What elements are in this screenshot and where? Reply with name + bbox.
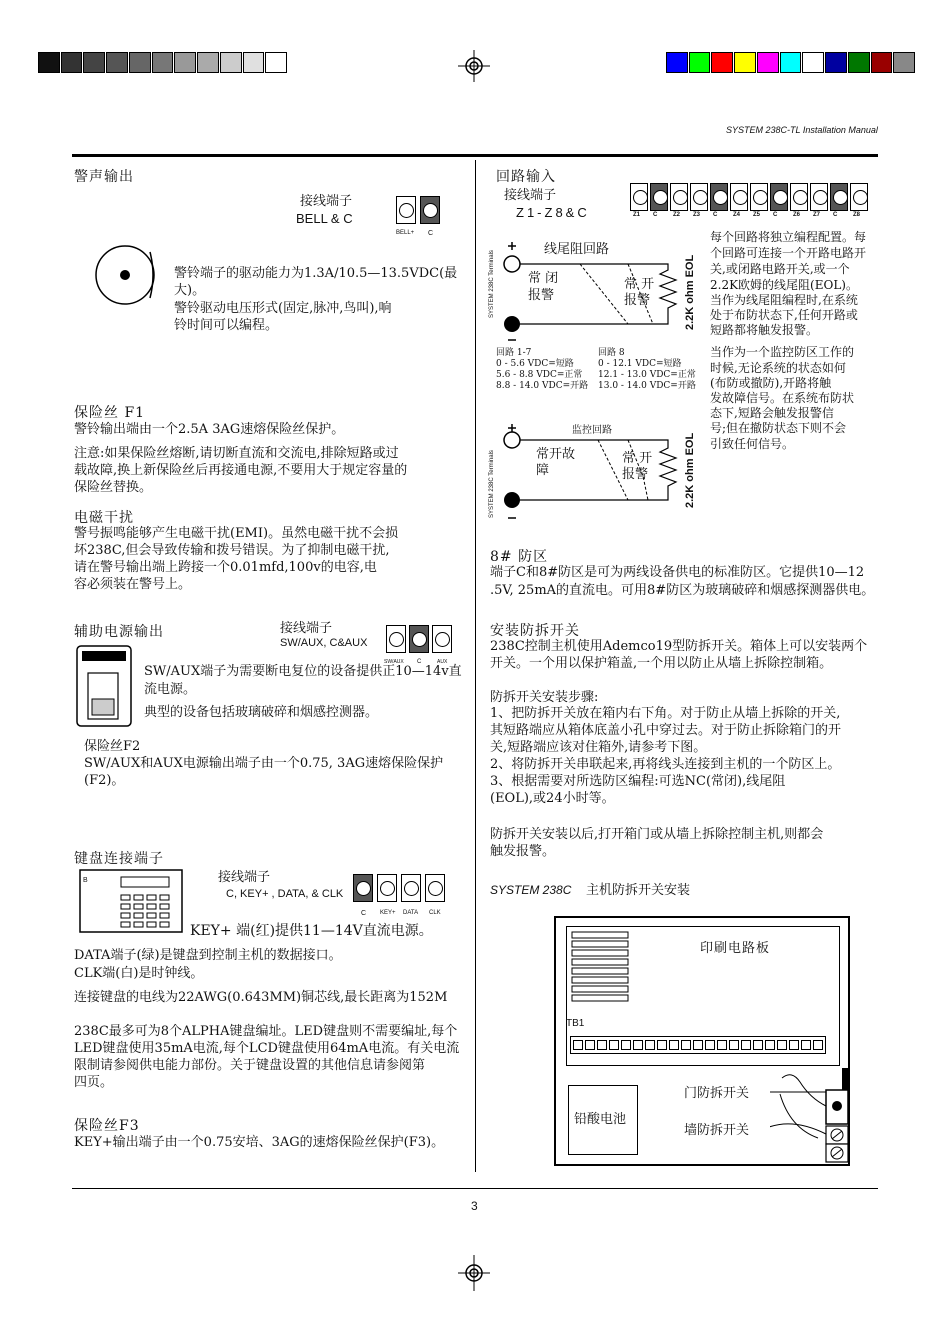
keypad-para-4: 四页。 xyxy=(74,1075,114,1090)
zone-table-right-0: 回路 8 xyxy=(598,348,625,358)
monitored-loop-title: 监控回路 xyxy=(572,425,612,436)
registration-mark-icon xyxy=(458,50,490,82)
zone-terminal-label: Z7 xyxy=(813,212,821,218)
zone-table-left-3: 8.8 - 14.0 VDC=开路 xyxy=(496,381,589,391)
keypad-para-3: 限制请参阅供电能力部份。关于键盘设置的其他信息请参阅第 xyxy=(74,1058,426,1073)
zone-desc1-1: 个回路可连接一个开路电路开 xyxy=(710,246,867,260)
aux-heading: 辅助电源输出 xyxy=(74,624,164,640)
color-swatch xyxy=(666,52,688,73)
keypad-term-label-key: KEY+ xyxy=(380,910,396,916)
emi-line-1: 警号振鸣能够产生电磁干扰(EMI)。虽然电磁干扰不会损 xyxy=(74,526,399,541)
bell-text-3: 警铃驱动电压形式(固定,脉冲,鸟叫),响 xyxy=(174,301,392,316)
door-switch-label: 门防拆开关 xyxy=(684,1086,750,1101)
manual-title: SYSTEM 238C-TL Installation Manual xyxy=(726,125,878,135)
keypad-c-terminal-screw xyxy=(353,874,373,902)
bell-term-small-label: BELL+ xyxy=(396,230,415,236)
gray-swatch xyxy=(38,52,60,73)
fuse1-heading: 保险丝 F1 xyxy=(74,405,146,421)
tamper-after-2: 触发报警。 xyxy=(490,844,556,859)
keypad-heading: 键盘连接端子 xyxy=(74,851,164,867)
zone-terminal-screw xyxy=(750,183,768,211)
color-swatch xyxy=(689,52,711,73)
eol-loop-title: 线尾阻回路 xyxy=(544,242,610,257)
fuse1-note-1: 注意:如果保险丝熔断,请切断直流和交流电,排除短路或过 xyxy=(74,446,399,461)
tamper-line-1: 238C控制主机使用Ademco19型防拆开关。箱体上可以安装两个 xyxy=(490,639,868,654)
tb1-screw xyxy=(597,1040,607,1050)
tb1-screw xyxy=(573,1040,583,1050)
pcb-connector-pins xyxy=(568,930,630,1010)
tb1-screw xyxy=(669,1040,679,1050)
gray-swatch xyxy=(197,52,219,73)
emi-line-4: 容必须装在警号上。 xyxy=(74,577,192,592)
fuse2-heading: 保险丝F2 xyxy=(84,739,141,754)
zone-desc1-6: 短路都将触发报警。 xyxy=(710,323,819,337)
tb1-screw xyxy=(813,1040,823,1050)
zone-terminal-screw xyxy=(670,183,688,211)
c-terminal-screw xyxy=(420,196,440,224)
gray-swatch xyxy=(265,52,287,73)
monitored-no-label-1: 常 开 xyxy=(622,451,653,466)
gray-swatch xyxy=(106,52,128,73)
fuse1-line: 警铃输出端由一个2.5A 3AG速熔保险丝保护。 xyxy=(74,422,345,437)
gray-swatch xyxy=(174,52,196,73)
zone-desc1-5: 处于布防状态下,任何开路或 xyxy=(710,308,858,322)
gray-swatch xyxy=(152,52,174,73)
sw-aux-terminal-screw xyxy=(386,625,406,653)
header-rule xyxy=(72,154,878,157)
zone-desc2-6: 引致任何信号。 xyxy=(710,437,795,451)
keypad-letter: B xyxy=(83,877,88,884)
zones-heading: 回路输入 xyxy=(496,169,556,185)
zone-table-left-0: 回路 1-7 xyxy=(496,348,532,358)
tamper-heading: 安装防拆开关 xyxy=(490,623,580,639)
sw-aux-small-label: SW/AUX xyxy=(384,659,404,665)
bell-icon xyxy=(92,240,162,310)
tb1-screw xyxy=(681,1040,691,1050)
color-swatch xyxy=(893,52,915,73)
color-swatch xyxy=(711,52,733,73)
keypad-key-terminal-screw xyxy=(377,874,397,902)
zones-terminal-name: Z1-Z8&C xyxy=(516,205,590,220)
zone-terminal-screw xyxy=(830,183,848,211)
zone-desc2-3: 发故障信号。在系统布防状 xyxy=(710,391,855,405)
zone-terminal-screw xyxy=(630,183,648,211)
c-term-small-label: C xyxy=(428,230,434,237)
zone-terminal-label: Z2 xyxy=(673,212,681,218)
tb1-label: TB1 xyxy=(566,1018,585,1029)
fuse1-note-3: 保险丝替换。 xyxy=(74,480,153,495)
aux-c-small-label: C xyxy=(417,659,422,665)
grayscale-bar xyxy=(38,52,288,73)
gray-swatch xyxy=(243,52,265,73)
gray-swatch xyxy=(129,52,151,73)
color-swatch xyxy=(825,52,847,73)
tb1-screw xyxy=(765,1040,775,1050)
zone8-heading: 8# 防区 xyxy=(490,549,549,565)
bell-terminal-name: BELL & C xyxy=(296,211,353,226)
keypad-line-2: CLK端(白)是时钟线。 xyxy=(74,966,204,981)
tb1-terminal-strip xyxy=(570,1036,826,1054)
eol-nc-label-1: 常 闭 xyxy=(528,271,559,286)
bell-terminal-screw xyxy=(396,196,416,224)
fuse3-line: KEY+输出端子由一个0.75安培、3AG的速熔保险丝保护(F3)。 xyxy=(74,1135,445,1150)
zone-terminal-screw xyxy=(810,183,828,211)
tb1-screw xyxy=(585,1040,595,1050)
tb1-screw xyxy=(801,1040,811,1050)
zone-terminal-screw xyxy=(730,183,748,211)
zone-terminal-label: C xyxy=(833,212,838,218)
tamper-switch-icon xyxy=(770,1068,852,1164)
zone-desc2-4: 态下,短路会触发报警信 xyxy=(710,406,834,420)
tb1-screw xyxy=(633,1040,643,1050)
color-swatch xyxy=(848,52,870,73)
tb1-screw xyxy=(789,1040,799,1050)
zone-terminal-label: Z1 xyxy=(633,212,641,218)
eol-resistor-label: 2.2K ohm EOL xyxy=(684,254,696,330)
keypad-terminal-label: 接线端子 xyxy=(218,870,271,885)
emi-line-2: 坏238C,但会导致传输和拨号错误。为了抑制电磁干扰, xyxy=(74,543,390,558)
tb1-screw xyxy=(777,1040,787,1050)
zone-desc2-5: 号;但在撤防状态下则不会 xyxy=(710,421,847,435)
zones-terminal-label: 接线端子 xyxy=(504,188,557,203)
zone-terminal-screw xyxy=(790,183,808,211)
zone-terminal-strip xyxy=(630,183,870,223)
zone-table-right-3: 13.0 - 14.0 VDC=开路 xyxy=(598,381,696,391)
aux-line-2: 流电源。 xyxy=(144,682,197,697)
zone-table-right-2: 12.1 - 13.0 VDC=正常 xyxy=(598,370,696,380)
tamper-step-5: 3、根据需要对所选防区编程:可选NC(常闭),线尾阻 xyxy=(490,774,786,789)
zone-terminal-label: Z6 xyxy=(793,212,801,218)
tamper-caption-cn: 主机防拆开关安装 xyxy=(586,883,691,898)
bell-heading: 警声输出 xyxy=(74,169,134,185)
aux-small-label: AUX xyxy=(437,659,448,665)
zone-terminal-label: Z5 xyxy=(753,212,761,218)
gray-swatch xyxy=(61,52,83,73)
emi-line-3: 请在警号输出端上跨接一个0.01mfd,100v的电容,电 xyxy=(74,560,377,575)
zone-desc1-2: 关,或闭路电路开关,或一个 xyxy=(710,262,850,276)
zone-desc2-0: 当作为一个监控防区工作的 xyxy=(710,345,855,359)
keypad-term-label-clk: CLK xyxy=(429,910,441,916)
fuse2-line-1: SW/AUX和AUX电源输出端子由一个0.75, 3AG速熔保险保护 xyxy=(84,756,444,771)
zone-terminal-screw xyxy=(690,183,708,211)
zone-table-right-1: 0 - 12.1 VDC=短路 xyxy=(598,359,682,369)
tamper-step-2: 其短路端应从箱体底盖小孔中穿过去。对于防止拆除箱门的开 xyxy=(490,723,842,738)
zones-side-label-2: SYSTEM 238C Terminals xyxy=(489,450,495,518)
tamper-steps-title: 防拆开关安装步骤: xyxy=(490,690,599,705)
fuse3-heading: 保险丝F3 xyxy=(74,1118,140,1134)
tb1-screw xyxy=(753,1040,763,1050)
zone-terminal-screw xyxy=(850,183,868,211)
monitored-loop-diagram xyxy=(498,422,702,526)
aux-terminal-label: 接线端子 xyxy=(280,621,333,636)
detector-icon xyxy=(76,645,132,727)
color-bar xyxy=(666,52,916,73)
gray-swatch xyxy=(220,52,242,73)
keypad-key-line: KEY+ 端(红)提供11—14V直流电源。 xyxy=(190,923,433,939)
bell-text-4: 铃时间可以编程。 xyxy=(174,318,279,333)
tb1-screw xyxy=(741,1040,751,1050)
keypad-clk-terminal-screw xyxy=(425,874,445,902)
zone8-line-1: 端子C和8#防区是可为两线设备供电的标准防区。它提供10—12 xyxy=(490,565,865,580)
keypad-para-1: 238C最多可为8个ALPHA键盘编址。LED键盘则不需要编址,每个 xyxy=(74,1024,458,1039)
tb1-screw xyxy=(645,1040,655,1050)
aux-c-terminal-screw xyxy=(409,625,429,653)
page-number: 3 xyxy=(471,1199,478,1213)
zones-side-label: SYSTEM 238C Terminals xyxy=(489,250,495,318)
zone-terminal-label: Z8 xyxy=(853,212,861,218)
aux-line-3: 典型的设备包括玻璃破碎和烟感控测器。 xyxy=(144,705,379,720)
tb1-screw xyxy=(657,1040,667,1050)
color-swatch xyxy=(757,52,779,73)
aux-terminal-name: SW/AUX, C&AUX xyxy=(280,637,368,649)
tamper-line-2: 开关。一个用以保护箱盖,一个用以防止从墙上拆除控制箱。 xyxy=(490,656,833,671)
monitored-nc-label-1: 常开故 xyxy=(536,447,576,462)
zone-terminal-label: Z3 xyxy=(693,212,701,218)
tamper-step-3: 关,短路端应该对住箱外,请参考下图。 xyxy=(490,740,707,755)
wall-switch-label: 墙防拆开关 xyxy=(684,1123,750,1138)
emi-heading: 电磁干扰 xyxy=(74,510,134,526)
zone-desc1-4: 当作为线尾阻编程时,在系统 xyxy=(710,293,858,307)
keypad-term-label-c: C xyxy=(361,910,367,917)
tb1-screw xyxy=(621,1040,631,1050)
zone-terminal-label: Z4 xyxy=(733,212,741,218)
zone8-line-2: .5V, 25mA的直流电。可用8#防区为玻璃破碎和烟感探测器供电。 xyxy=(490,583,875,598)
aux-line-1: SW/AUX端子为需要断电复位的设备提供正10—14v直 xyxy=(144,664,462,679)
color-swatch xyxy=(802,52,824,73)
bell-text-2: 大)。 xyxy=(174,283,206,298)
zone-table-left-2: 5.6 - 8.8 VDC=正常 xyxy=(496,370,583,380)
bell-terminal-label: 接线端子 xyxy=(300,194,353,209)
zone-desc2-1: 时候,无论系统的状态如何 xyxy=(710,361,846,375)
column-divider xyxy=(475,160,476,1172)
battery-label: 铅酸电池 xyxy=(574,1112,627,1127)
tamper-step-6: (EOL),或24小时等。 xyxy=(490,791,615,806)
monitored-nc-label-2: 障 xyxy=(536,463,550,478)
zone-terminal-screw xyxy=(650,183,668,211)
zone-desc2-2: (布防或撤防),开路将触 xyxy=(710,376,832,390)
keypad-icon xyxy=(79,869,183,933)
eol-no-label-2: 报警 xyxy=(624,293,651,308)
zone-terminal-label: C xyxy=(713,212,718,218)
aux-terminal-screw xyxy=(432,625,452,653)
keypad-para-2: LED键盘使用35mA电流,每个LCD键盘使用64mA电流。有关电流 xyxy=(74,1041,460,1056)
keypad-data-terminal-screw xyxy=(401,874,421,902)
tb1-screw xyxy=(693,1040,703,1050)
pcb-label: 印刷电路板 xyxy=(700,941,771,956)
eol-no-label-1: 常 开 xyxy=(624,277,655,292)
color-swatch xyxy=(871,52,893,73)
fuse2-line-2: (F2)。 xyxy=(84,773,125,788)
keypad-term-label-data: DATA xyxy=(403,910,419,916)
tamper-caption-en: SYSTEM 238C xyxy=(490,883,572,897)
fuse1-note-2: 载故障,换上新保险丝后再接通电源,不要用大于规定容量的 xyxy=(74,463,408,478)
bell-text-1: 警铃端子的驱动能力为1.3A/10.5—13.5VDC(最 xyxy=(174,266,458,281)
monitored-no-label-2: 报警 xyxy=(622,467,649,482)
zone-table-left-1: 0 - 5.6 VDC=短路 xyxy=(496,359,574,369)
monitored-resistor-label: 2.2K ohm EOL xyxy=(684,432,696,508)
tamper-step-1: 1、把防拆开关放在箱内右下角。对于防止从墙上拆除的开关, xyxy=(490,706,841,721)
zone-desc1-0: 每个回路将独立编程配置。每 xyxy=(710,230,867,244)
zone-terminal-screw xyxy=(770,183,788,211)
color-swatch xyxy=(734,52,756,73)
keypad-terminal-name: C, KEY+ , DATA, & CLK xyxy=(226,888,344,900)
tamper-after-1: 防拆开关安装以后,打开箱门或从墙上拆除控制主机,则都会 xyxy=(490,827,824,842)
zone-terminal-label: C xyxy=(653,212,658,218)
tb1-screw xyxy=(705,1040,715,1050)
gray-swatch xyxy=(83,52,105,73)
tb1-screw xyxy=(717,1040,727,1050)
registration-mark-bottom-icon xyxy=(458,1255,490,1291)
zone-terminal-screw xyxy=(710,183,728,211)
color-swatch xyxy=(780,52,802,73)
zone-desc1-3: 2.2K欧姆的线尾阻(EOL)。 xyxy=(710,278,858,292)
tb1-screw xyxy=(609,1040,619,1050)
keypad-line-1: DATA端子(绿)是键盘到控制主机的数据接口。 xyxy=(74,948,342,963)
keypad-line-3: 连接键盘的电线为22AWG(0.643MM)铜芯线,最长距离为152M xyxy=(74,990,448,1005)
eol-nc-label-2: 报警 xyxy=(528,288,555,303)
footer-rule xyxy=(72,1188,878,1189)
tamper-step-4: 2、将防拆开关串联起来,再将线头连接到主机的一个防区上。 xyxy=(490,757,841,772)
zone-terminal-label: C xyxy=(773,212,778,218)
tb1-screw xyxy=(729,1040,739,1050)
